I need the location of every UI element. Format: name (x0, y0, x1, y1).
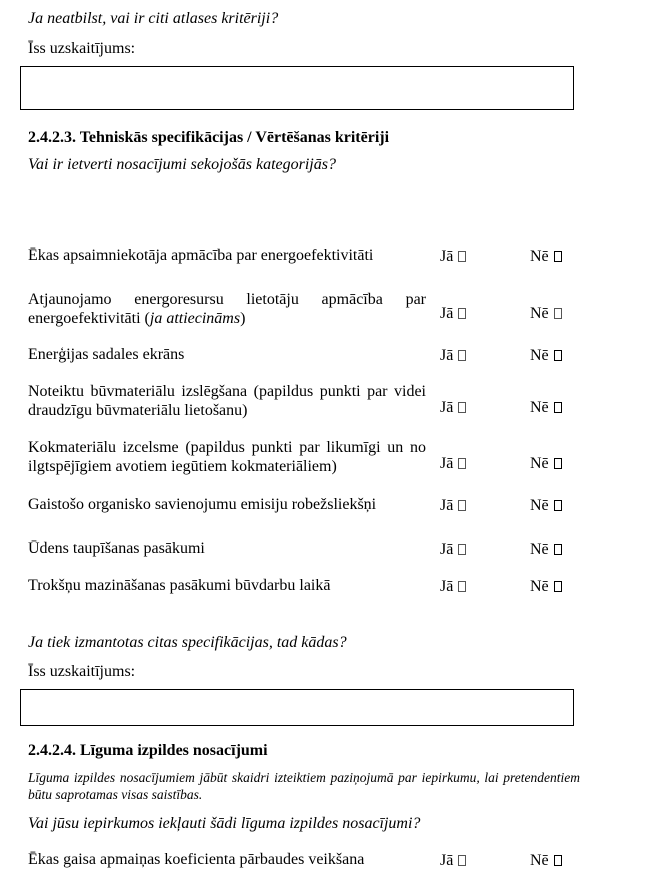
other-specs-question: Ja tiek izmantotas citas specifikācijas, tad kādas? (28, 634, 347, 651)
section-title: Līguma izpildes nosacījumi (80, 742, 268, 759)
checkbox-icon[interactable] (458, 855, 466, 866)
checkbox-icon[interactable] (458, 544, 466, 555)
summary-label: Īss uzskaitījums: (28, 663, 136, 680)
criteria-row-label: Noteiktu būvmateriālu izslēgšana (papildus punkti par videi draudzīgu būvmateriālu lietošanu) (28, 383, 426, 419)
section-question: Vai jūsu iepirkumos iekļauti šādi līguma izpildes nosacījumi? (28, 815, 421, 832)
summary-text-box-1[interactable] (20, 66, 574, 110)
checkbox-icon[interactable] (458, 350, 466, 361)
yes-option[interactable]: Jā (440, 497, 466, 515)
yes-option[interactable]: Jā (440, 399, 466, 417)
summary-label: Īss uzskaitījums: (28, 40, 136, 57)
yes-option[interactable]: Jā (440, 541, 466, 559)
section-number: 2.4.2.3. (28, 129, 76, 146)
checkbox-icon[interactable] (458, 251, 466, 262)
checkbox-icon[interactable] (554, 544, 562, 555)
section-heading-2424 (28, 742, 268, 760)
checkbox-icon[interactable] (554, 458, 562, 469)
checkbox-icon[interactable] (458, 500, 466, 511)
no-option[interactable]: Nē (530, 541, 562, 559)
criteria-row-label: Gaistošo organisko savienojumu emisiju robežsliekšņi (28, 496, 377, 513)
criteria-row-label: Kokmateriālu izcelsme (papildus punkti par likumīgi un no ilgtspējīgiem avotiem iegūtiem kokmateriāliem) (28, 439, 426, 475)
checkbox-icon[interactable] (554, 855, 562, 866)
contract-row-label: Ēkas gaisa apmaiņas koeficienta pārbaudes veikšana (28, 851, 365, 868)
criteria-row-label: Ūdens taupīšanas pasākumi (28, 540, 205, 557)
yes-option[interactable]: Jā (440, 578, 466, 596)
no-option[interactable]: Nē (530, 305, 562, 323)
checkbox-icon[interactable] (554, 251, 562, 262)
criteria-row-label: Enerģijas sadales ekrāns (28, 346, 185, 363)
yes-option[interactable]: Jā (440, 455, 466, 473)
section-heading-2423 (28, 129, 389, 147)
no-option[interactable]: Nē (530, 455, 562, 473)
criteria-row-label: Ēkas apsaimniekotāja apmācība par energoefektivitāti (28, 247, 374, 264)
checkbox-icon[interactable] (458, 581, 466, 592)
no-option[interactable]: Nē (530, 852, 562, 870)
section-number: 2.4.2.4. (28, 742, 76, 759)
no-option[interactable]: Nē (530, 248, 562, 266)
checkbox-icon[interactable] (458, 308, 466, 319)
no-option[interactable]: Nē (530, 578, 562, 596)
checkbox-icon[interactable] (554, 350, 562, 361)
no-option[interactable]: Nē (530, 399, 562, 417)
checkbox-icon[interactable] (458, 458, 466, 469)
criteria-row-label: Atjaunojamo energoresursu lietotāju apmācība par energoefektivitāti (ja attiecināms) (28, 291, 426, 327)
section-title: Tehniskās specifikācijas / Vērtēšanas kritēriji (79, 129, 390, 146)
yes-option[interactable]: Jā (440, 305, 466, 323)
criteria-row-label: Trokšņu mazināšanas pasākumi būvdarbu laikā (28, 577, 331, 594)
section-question: Vai ir ietverti nosacījumi sekojošās kategorijās? (28, 156, 336, 173)
yes-option[interactable]: Jā (440, 248, 466, 266)
summary-text-box-2[interactable] (20, 689, 574, 726)
yes-option[interactable]: Jā (440, 347, 466, 365)
checkbox-icon[interactable] (554, 581, 562, 592)
checkbox-icon[interactable] (554, 402, 562, 413)
other-criteria-question: Ja neatbilst, vai ir citi atlases kritēriji? (28, 10, 279, 27)
section-note: Līguma izpildes nosacījumiem jābūt skaidri izteiktiem paziņojumā par iepirkumu, lai pretendentiem būtu saprotamas visas saistības. (28, 770, 580, 802)
no-option[interactable]: Nē (530, 497, 562, 515)
no-option[interactable]: Nē (530, 347, 562, 365)
checkbox-icon[interactable] (554, 500, 562, 511)
checkbox-icon[interactable] (458, 402, 466, 413)
checkbox-icon[interactable] (554, 308, 562, 319)
yes-option[interactable]: Jā (440, 852, 466, 870)
